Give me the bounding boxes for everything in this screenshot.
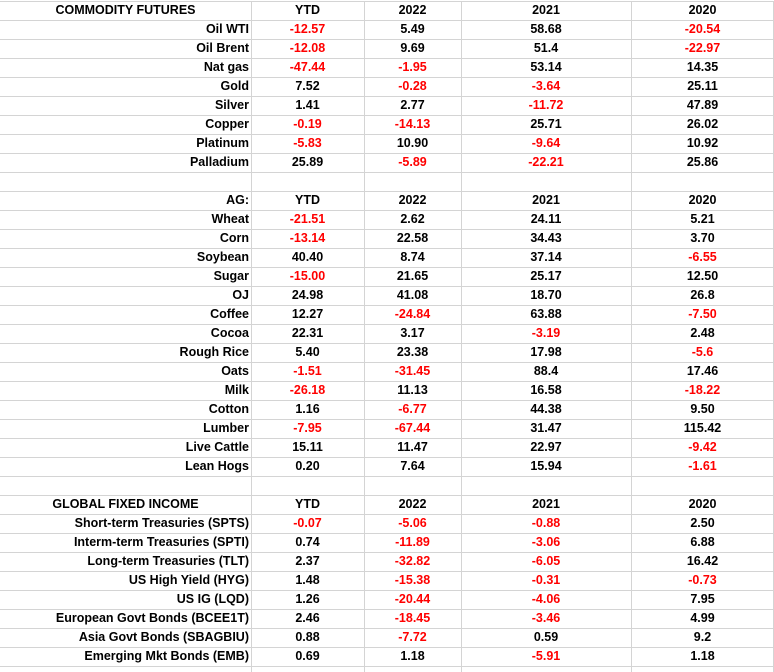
data-row <box>0 210 774 229</box>
cell-y2022[interactable]: -18.45 <box>394 611 431 625</box>
grid-line-horizontal <box>0 666 774 667</box>
grid-line-horizontal <box>0 191 774 192</box>
cell-y2022[interactable]: -24.84 <box>394 307 431 321</box>
grid-line-horizontal <box>0 381 774 382</box>
cell-ytd[interactable]: -7.95 <box>293 421 322 435</box>
cell-ytd[interactable]: 24.98 <box>291 288 324 302</box>
cell-y2020[interactable]: 26.02 <box>686 117 719 131</box>
cell-ytd[interactable]: 0.74 <box>295 535 320 549</box>
header-y2021[interactable]: 2021 <box>532 193 560 207</box>
cell-row-label[interactable]: Palladium <box>189 155 249 169</box>
grid-line-horizontal <box>0 324 774 325</box>
header-ytd[interactable]: YTD <box>295 3 320 17</box>
cell-ytd[interactable]: 2.37 <box>295 554 320 568</box>
grid-line-horizontal <box>0 172 774 173</box>
cell-y2020[interactable]: -9.42 <box>688 440 717 454</box>
data-row <box>0 419 774 438</box>
cell-row-label[interactable]: Corn <box>219 231 249 245</box>
cell-y2021[interactable]: 44.38 <box>530 402 562 416</box>
cell-ytd[interactable]: -0.19 <box>293 117 322 131</box>
cell-row-label[interactable]: Sugar <box>213 269 249 283</box>
cell-y2020[interactable]: 47.89 <box>686 98 719 112</box>
cell-ytd[interactable]: 1.26 <box>295 592 320 606</box>
cell-y2020[interactable]: 16.42 <box>686 554 719 568</box>
grid-line-horizontal <box>0 115 774 116</box>
cell-y2022[interactable]: -32.82 <box>394 554 431 568</box>
cell-y2020[interactable]: -6.55 <box>688 250 717 264</box>
data-row <box>0 514 774 533</box>
grid-line-horizontal <box>0 495 774 496</box>
cell-y2020[interactable]: 2.50 <box>690 516 715 530</box>
grid-line-horizontal <box>0 77 774 78</box>
cell-ytd[interactable]: 2.46 <box>295 611 320 625</box>
cell-row-label[interactable]: Lean Hogs <box>185 459 249 473</box>
cell-row-label[interactable]: Asia Govt Bonds (SBAGBIU) <box>78 630 249 644</box>
data-row <box>0 153 774 172</box>
cell-row-label[interactable]: Lumber <box>203 421 249 435</box>
data-row <box>0 58 774 77</box>
data-row <box>0 533 774 552</box>
cell-ytd[interactable]: 40.40 <box>291 250 324 264</box>
cell-row-label[interactable]: Oil WTI <box>205 22 249 36</box>
data-row <box>0 609 774 628</box>
cell-y2022[interactable]: -5.89 <box>398 155 427 169</box>
cell-y2020[interactable]: -5.6 <box>691 345 714 359</box>
cell-y2021[interactable]: 22.97 <box>530 440 562 454</box>
header-ytd[interactable]: YTD <box>295 497 320 511</box>
cell-y2021[interactable]: -22.21 <box>528 155 564 169</box>
cell-y2020[interactable]: -1.61 <box>688 459 717 473</box>
cell-ytd[interactable]: -15.00 <box>289 269 326 283</box>
cell-y2021[interactable]: -9.64 <box>531 136 561 150</box>
cell-ytd[interactable]: 22.31 <box>291 326 324 340</box>
cell-row-label[interactable]: Silver <box>214 98 249 112</box>
blank-row <box>0 172 774 191</box>
grid-line-horizontal <box>0 210 774 211</box>
cell-row-label[interactable]: Short-term Treasuries (SPTS) <box>74 516 249 530</box>
cell-row-label[interactable]: Wheat <box>211 212 249 226</box>
cell-ytd[interactable]: 7.52 <box>295 79 320 93</box>
cell-y2022[interactable]: 1.18 <box>400 649 425 663</box>
cell-row-label[interactable]: Interm-term Treasuries (SPTI) <box>73 535 249 549</box>
cell-row-label[interactable]: Rough Rice <box>179 345 249 359</box>
cell-ytd[interactable]: -47.44 <box>289 60 326 74</box>
spreadsheet-grid <box>0 1 774 672</box>
cell-y2022[interactable]: -5.06 <box>398 516 427 530</box>
cell-y2020[interactable]: -20.54 <box>684 22 721 36</box>
grid-line-horizontal <box>0 267 774 268</box>
grid-line-horizontal <box>0 134 774 135</box>
header-y2020[interactable]: 2020 <box>688 3 717 17</box>
grid-line-horizontal <box>0 39 774 40</box>
grid-line-horizontal <box>0 153 774 154</box>
data-row <box>0 381 774 400</box>
data-row <box>0 552 774 571</box>
cell-y2020[interactable]: 26.8 <box>690 288 715 302</box>
cell-y2022[interactable]: -1.95 <box>398 60 427 74</box>
cell-y2021[interactable]: -4.06 <box>531 592 561 606</box>
cell-ytd[interactable]: -13.14 <box>289 231 326 245</box>
cell-row-label[interactable]: Milk <box>224 383 249 397</box>
cell-ytd[interactable]: 0.20 <box>295 459 320 473</box>
cell-y2021[interactable]: 16.58 <box>530 383 562 397</box>
cell-ytd[interactable]: 0.88 <box>295 630 320 644</box>
cell-y2022[interactable]: 11.13 <box>397 383 428 397</box>
cell-y2022[interactable]: 9.69 <box>400 41 425 55</box>
header-y2021[interactable]: 2021 <box>532 3 560 17</box>
cell-ytd[interactable]: -1.51 <box>293 364 322 378</box>
grid-line-horizontal <box>0 343 774 344</box>
cell-y2022[interactable]: 21.65 <box>396 269 429 283</box>
data-row <box>0 571 774 590</box>
cell-row-label[interactable]: Coffee <box>210 307 249 321</box>
cell-y2022[interactable]: 8.74 <box>400 250 425 264</box>
grid-line-horizontal <box>0 457 774 458</box>
cell-y2021[interactable]: 34.43 <box>530 231 562 245</box>
grid-line-horizontal <box>0 58 774 59</box>
header-row-label[interactable]: COMMODITY FUTURES <box>55 3 196 17</box>
grid-line-horizontal <box>0 362 774 363</box>
cell-row-label[interactable]: Oats <box>221 364 249 378</box>
cell-ytd[interactable]: 12.27 <box>291 307 324 321</box>
cell-row-label[interactable]: Gold <box>220 79 249 93</box>
cell-y2021[interactable]: -3.19 <box>531 326 561 340</box>
data-row <box>0 267 774 286</box>
cell-y2022[interactable]: 7.64 <box>400 459 425 473</box>
data-row <box>0 115 774 134</box>
data-row <box>0 400 774 419</box>
data-row <box>0 362 774 381</box>
grid-line-horizontal <box>0 514 774 515</box>
cell-ytd[interactable]: -12.57 <box>289 22 326 36</box>
cell-y2021[interactable]: -11.72 <box>528 98 564 112</box>
data-row <box>0 438 774 457</box>
cell-y2020[interactable]: 9.2 <box>693 630 712 644</box>
cell-ytd[interactable]: -0.07 <box>293 516 322 530</box>
cell-ytd[interactable]: 0.69 <box>295 649 320 663</box>
grid-line-horizontal <box>0 590 774 591</box>
data-row <box>0 248 774 267</box>
cell-ytd[interactable]: 1.48 <box>295 573 320 587</box>
data-row <box>0 324 774 343</box>
cell-y2021[interactable]: 31.47 <box>530 421 562 435</box>
cell-y2020[interactable]: 25.11 <box>687 79 718 93</box>
cell-ytd[interactable]: 5.40 <box>295 345 320 359</box>
cell-row-label[interactable]: Nat gas <box>203 60 249 74</box>
cell-y2022[interactable]: 23.38 <box>396 345 429 359</box>
cell-y2021[interactable]: -0.31 <box>531 573 561 587</box>
cell-y2021[interactable]: 63.88 <box>530 307 562 321</box>
grid-line-horizontal <box>0 419 774 420</box>
grid-line-horizontal <box>0 438 774 439</box>
cell-ytd[interactable]: 1.16 <box>295 402 320 416</box>
cell-ytd[interactable]: 25.89 <box>291 155 324 169</box>
data-row <box>0 229 774 248</box>
cell-y2022[interactable]: 3.17 <box>400 326 425 340</box>
grid-line-horizontal <box>0 476 774 477</box>
cell-y2020[interactable]: 2.48 <box>690 326 715 340</box>
section-header-row <box>0 1 774 20</box>
grid-line-horizontal <box>0 628 774 629</box>
header-y2022[interactable]: 2022 <box>398 497 427 511</box>
cell-y2021[interactable]: -3.64 <box>531 79 561 93</box>
cell-y2022[interactable]: -20.44 <box>394 592 431 606</box>
data-row <box>0 305 774 324</box>
cell-row-label[interactable]: Cocoa <box>210 326 249 340</box>
cell-row-label[interactable]: Copper <box>205 117 249 131</box>
cell-y2020[interactable]: 3.70 <box>690 231 715 245</box>
cell-y2022[interactable]: 2.77 <box>400 98 425 112</box>
grid-line-horizontal <box>0 647 774 648</box>
header-y2020[interactable]: 2020 <box>688 497 717 511</box>
grid-line-horizontal <box>0 286 774 287</box>
cell-y2021[interactable]: 88.4 <box>533 364 559 378</box>
cell-y2020[interactable]: 5.21 <box>690 212 715 226</box>
cell-row-label[interactable]: US High Yield (HYG) <box>128 573 249 587</box>
cell-y2021[interactable]: -0.88 <box>531 516 561 530</box>
data-row <box>0 343 774 362</box>
data-row <box>0 96 774 115</box>
cell-y2020[interactable]: 10.92 <box>686 136 719 150</box>
grid-line-horizontal <box>0 96 774 97</box>
cell-ytd[interactable]: -5.83 <box>293 136 322 150</box>
header-row-label[interactable]: AG: <box>226 193 249 207</box>
cell-y2022[interactable]: -11.89 <box>395 535 430 549</box>
cell-y2022[interactable]: -67.44 <box>394 421 431 435</box>
cell-y2020[interactable]: 115.42 <box>683 421 722 435</box>
cell-row-label[interactable]: European Govt Bonds (BCEE1T) <box>55 611 249 625</box>
cell-y2022[interactable]: 10.90 <box>396 136 429 150</box>
grid-line-horizontal <box>0 1 774 2</box>
grid-line-horizontal <box>0 400 774 401</box>
cell-row-label[interactable]: Oil Brent <box>196 41 249 55</box>
cell-y2020[interactable]: -18.22 <box>684 383 721 397</box>
cell-row-label[interactable]: Long-term Treasuries (TLT) <box>87 554 249 568</box>
section-header-row <box>0 191 774 210</box>
cell-y2021[interactable]: -5.91 <box>531 649 561 663</box>
grid-line-horizontal <box>0 20 774 21</box>
cell-y2021[interactable]: 15.94 <box>530 459 562 473</box>
cell-y2022[interactable]: -15.38 <box>394 573 431 587</box>
grid-line-horizontal <box>0 305 774 306</box>
data-row <box>0 20 774 39</box>
header-ytd[interactable]: YTD <box>295 193 320 207</box>
cell-y2020[interactable]: 12.50 <box>686 269 719 283</box>
data-row <box>0 39 774 58</box>
data-row <box>0 286 774 305</box>
cell-y2020[interactable]: 25.86 <box>686 155 719 169</box>
header-y2020[interactable]: 2020 <box>688 193 717 207</box>
cell-row-label[interactable]: OJ <box>232 288 249 302</box>
cell-row-label[interactable]: Soybean <box>196 250 249 264</box>
data-row <box>0 134 774 153</box>
cell-y2020[interactable]: -22.97 <box>684 41 721 55</box>
cell-y2021[interactable]: 18.70 <box>530 288 562 302</box>
cell-y2022[interactable]: -31.45 <box>394 364 431 378</box>
cell-y2022[interactable]: 22.58 <box>396 231 429 245</box>
cell-y2021[interactable]: 25.71 <box>530 117 562 131</box>
cell-y2022[interactable]: -7.72 <box>398 630 427 644</box>
cell-ytd[interactable]: 15.11 <box>292 440 323 454</box>
header-row-label[interactable]: GLOBAL FIXED INCOME <box>52 497 199 511</box>
cell-y2021[interactable]: 24.11 <box>530 212 562 226</box>
cell-y2020[interactable]: 1.18 <box>690 649 715 663</box>
cell-row-label[interactable]: Cotton <box>208 402 249 416</box>
cell-y2021[interactable]: -3.06 <box>531 535 561 549</box>
cell-y2020[interactable]: -0.73 <box>688 573 717 587</box>
grid-line-horizontal <box>0 571 774 572</box>
cell-y2020[interactable]: 14.35 <box>686 60 719 74</box>
grid-line-horizontal <box>0 229 774 230</box>
cell-y2021[interactable]: -6.05 <box>531 554 561 568</box>
cell-y2022[interactable]: -6.77 <box>398 402 427 416</box>
data-row <box>0 77 774 96</box>
grid-line-horizontal <box>0 248 774 249</box>
data-row <box>0 647 774 666</box>
cell-ytd[interactable]: -26.18 <box>289 383 326 397</box>
cell-y2021[interactable]: 37.14 <box>530 250 562 264</box>
cell-y2021[interactable]: 17.98 <box>530 345 562 359</box>
cell-y2021[interactable]: 58.68 <box>530 22 562 36</box>
cell-y2021[interactable]: 25.17 <box>530 269 562 283</box>
cell-row-label[interactable]: Emerging Mkt Bonds (EMB) <box>84 649 249 663</box>
blank-row <box>0 476 774 495</box>
cell-y2020[interactable]: -7.50 <box>688 307 717 321</box>
header-y2022[interactable]: 2022 <box>398 193 427 207</box>
data-row <box>0 590 774 609</box>
cell-y2022[interactable]: -14.13 <box>394 117 431 131</box>
data-row <box>0 457 774 476</box>
cell-y2020[interactable]: 6.88 <box>690 535 715 549</box>
cell-y2020[interactable]: 4.99 <box>690 611 715 625</box>
cell-row-label[interactable]: Platinum <box>196 136 249 150</box>
cell-y2022[interactable]: 2.62 <box>400 212 425 226</box>
cell-y2022[interactable]: 41.08 <box>396 288 429 302</box>
cell-y2021[interactable]: -3.46 <box>531 611 561 625</box>
cell-y2021[interactable]: 53.14 <box>530 60 562 74</box>
cell-ytd[interactable]: -12.08 <box>289 41 326 55</box>
cell-y2020[interactable]: 7.95 <box>690 592 715 606</box>
cell-ytd[interactable]: 1.41 <box>295 98 320 112</box>
header-y2022[interactable]: 2022 <box>398 3 427 17</box>
header-y2021[interactable]: 2021 <box>532 497 560 511</box>
cell-y2022[interactable]: 5.49 <box>400 22 425 36</box>
data-row <box>0 628 774 647</box>
cell-y2021[interactable]: 0.59 <box>533 630 559 644</box>
grid-line-horizontal <box>0 609 774 610</box>
cell-row-label[interactable]: Live Cattle <box>185 440 249 454</box>
grid-line-horizontal <box>0 552 774 553</box>
cell-y2020[interactable]: 9.50 <box>690 402 715 416</box>
cell-ytd[interactable]: -21.51 <box>289 212 326 226</box>
cell-row-label[interactable]: US IG (LQD) <box>176 592 249 606</box>
section-header-row <box>0 495 774 514</box>
cell-y2020[interactable]: 17.46 <box>686 364 719 378</box>
cell-y2022[interactable]: 11.47 <box>397 440 428 454</box>
cell-y2022[interactable]: -0.28 <box>398 79 427 93</box>
grid-line-horizontal <box>0 533 774 534</box>
cell-y2021[interactable]: 51.4 <box>533 41 559 55</box>
